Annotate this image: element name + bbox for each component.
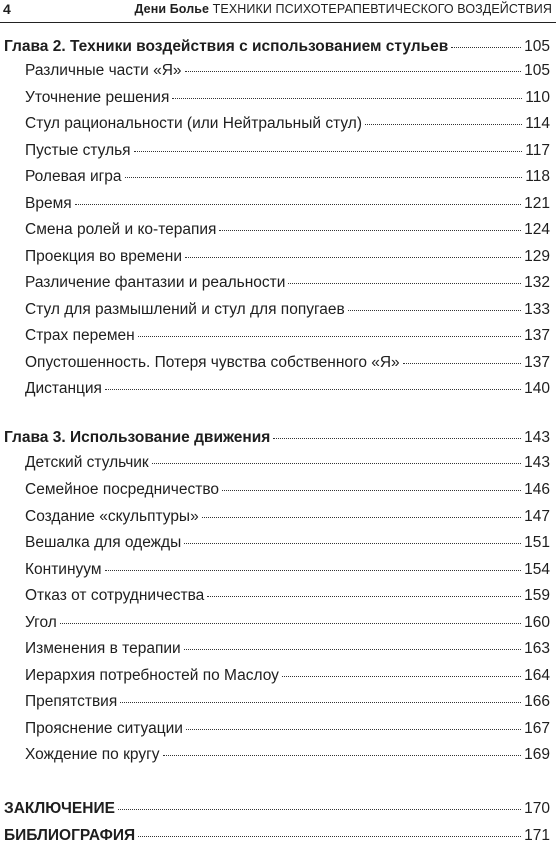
toc-entry-title: Ролевая игра	[25, 168, 122, 185]
dot-leader	[207, 596, 521, 597]
toc-section-entry	[25, 746, 550, 768]
dot-leader	[222, 490, 521, 491]
toc-entry-page: 146	[524, 481, 550, 498]
toc-section-entry	[25, 142, 550, 164]
toc-entry-title: Различные части «Я»	[25, 62, 182, 79]
toc-entry-page: 171	[524, 827, 550, 844]
dot-leader	[125, 177, 523, 178]
dot-leader	[219, 230, 521, 231]
dot-leader	[172, 98, 522, 99]
toc-entry-title: Угол	[25, 614, 57, 631]
page-number: 4	[3, 1, 11, 17]
author-name: Дени Болье	[134, 2, 210, 16]
toc-entry-page: 124	[524, 221, 550, 238]
toc-section-entry	[25, 89, 550, 111]
dot-leader	[288, 283, 521, 284]
toc-entry-page: 105	[524, 62, 550, 79]
toc-section-entry	[25, 693, 550, 715]
toc-section-entry	[25, 720, 550, 742]
toc-entry-page: 114	[525, 115, 550, 132]
toc-section-entry	[25, 454, 550, 476]
toc-entry-title: Глава 2. Техники воздействия с использованием стульев	[4, 38, 449, 55]
toc-entry-title: Пустые стулья	[25, 142, 131, 159]
toc-section-entry	[25, 301, 550, 323]
dot-leader	[184, 543, 521, 544]
toc-entry-title: Семейное посредничество	[25, 481, 220, 498]
toc-entry-title: Смена ролей и ко-терапия	[25, 221, 217, 238]
toc-entry-page: 163	[524, 640, 550, 657]
toc-section-entry	[25, 354, 550, 376]
dot-leader	[120, 702, 521, 703]
dot-leader	[186, 729, 521, 730]
toc-entry-title: Континуум	[25, 561, 102, 578]
dot-leader	[105, 570, 522, 571]
toc-chapter-entry	[4, 827, 550, 849]
toc-entry-title: Глава 3. Использование движения	[4, 429, 271, 446]
toc-entry-page: 166	[524, 693, 550, 710]
toc-entry-page: 118	[525, 168, 550, 185]
toc-entry-title: Стул рациональности (или Нейтральный стул)	[25, 115, 362, 132]
toc-section-entry	[25, 508, 550, 530]
toc-entry-page: 140	[524, 380, 550, 397]
toc-entry-page: 129	[524, 248, 550, 265]
dot-leader	[185, 71, 522, 72]
toc-entry-title: БИБЛИОГРАФИЯ	[4, 827, 136, 844]
toc-section-entry	[25, 274, 550, 296]
toc-entry-title: Дистанция	[25, 380, 102, 397]
dot-leader	[118, 809, 521, 810]
toc-entry-title: Детский стульчик	[25, 454, 149, 471]
toc-section-entry	[25, 614, 550, 636]
dot-leader	[134, 151, 523, 152]
running-head	[134, 2, 552, 16]
toc-entry-title: Изменения в терапии	[25, 640, 181, 657]
toc-entry-page: 160	[524, 614, 550, 631]
toc-entry-page: 169	[524, 746, 550, 763]
dot-leader	[451, 47, 521, 48]
toc-entry-page: 167	[524, 720, 550, 737]
toc-chapter-entry	[4, 38, 550, 60]
toc-section-entry	[25, 380, 550, 402]
toc-entry-title: Опустошенность. Потеря чувства собственного «Я»	[25, 354, 400, 371]
toc-section-entry	[25, 62, 550, 84]
dot-leader	[348, 310, 521, 311]
dot-leader	[184, 649, 521, 650]
toc-entry-title: Время	[25, 195, 72, 212]
dot-leader	[163, 755, 522, 756]
dot-leader	[202, 517, 521, 518]
toc-entry-page: 143	[524, 454, 550, 471]
toc-section-entry	[25, 640, 550, 662]
toc-entry-page: 147	[524, 508, 550, 525]
toc-entry-page: 170	[524, 800, 550, 817]
toc-entry-title: ЗАКЛЮЧЕНИЕ	[4, 800, 115, 817]
toc-section-entry	[25, 481, 550, 503]
toc-section-entry	[25, 248, 550, 270]
toc-section-entry	[25, 561, 550, 583]
dot-leader	[138, 336, 521, 337]
dot-leader	[138, 836, 521, 837]
toc-section-entry	[25, 327, 550, 349]
toc-entry-title: Уточнение решения	[25, 89, 170, 106]
toc-entry-page: 164	[524, 667, 550, 684]
toc-entry-page: 132	[524, 274, 550, 291]
toc-entry-title: Вешалка для одежды	[25, 534, 182, 551]
book-title: ТЕХНИКИ ПСИХОТЕРАПЕВТИЧЕСКОГО ВОЗДЕЙСТВИЯ	[212, 2, 552, 16]
toc-section-entry	[25, 221, 550, 243]
toc-entry-page: 117	[525, 142, 550, 159]
toc-chapter-entry	[4, 429, 550, 451]
dot-leader	[403, 363, 521, 364]
toc-section-entry	[25, 168, 550, 190]
toc-entry-title: Отказ от сотрудничества	[25, 587, 205, 604]
toc-entry-title: Создание «скульптуры»	[25, 508, 199, 525]
dot-leader	[105, 389, 521, 390]
dot-leader	[365, 124, 522, 125]
toc-entry-title: Препятствия	[25, 693, 118, 710]
dot-leader	[273, 438, 521, 439]
dot-leader	[75, 204, 521, 205]
toc-entry-page: 143	[524, 429, 550, 446]
toc-entry-page: 154	[524, 561, 550, 578]
toc-section-entry	[25, 534, 550, 556]
toc-entry-title: Прояснение ситуации	[25, 720, 183, 737]
toc-section-entry	[25, 587, 550, 609]
dot-leader	[60, 623, 521, 624]
toc-entry-title: Хождение по кругу	[25, 746, 160, 763]
toc-chapter-entry	[4, 800, 550, 822]
toc-entry-title: Стул для размышлений и стул для попугаев	[25, 301, 345, 318]
dot-leader	[282, 676, 521, 677]
toc-entry-page: 159	[524, 587, 550, 604]
toc-entry-page: 137	[524, 327, 550, 344]
toc-entry-page: 110	[525, 89, 550, 106]
toc-entry-page: 151	[524, 534, 550, 551]
toc-section-entry	[25, 667, 550, 689]
toc-section-entry	[25, 195, 550, 217]
toc-entry-page: 121	[524, 195, 550, 212]
toc-section-entry	[25, 115, 550, 137]
toc-entry-title: Иерархия потребностей по Маслоу	[25, 667, 279, 684]
toc-entry-title: Страх перемен	[25, 327, 135, 344]
toc-entry-page: 133	[524, 301, 550, 318]
toc-entry-title: Проекция во времени	[25, 248, 182, 265]
dot-leader	[185, 257, 521, 258]
toc-entry-page: 105	[524, 38, 550, 55]
toc-entry-title: Различение фантазии и реальности	[25, 274, 286, 291]
dot-leader	[152, 463, 521, 464]
toc-entry-page: 137	[524, 354, 550, 371]
running-header	[0, 0, 556, 23]
